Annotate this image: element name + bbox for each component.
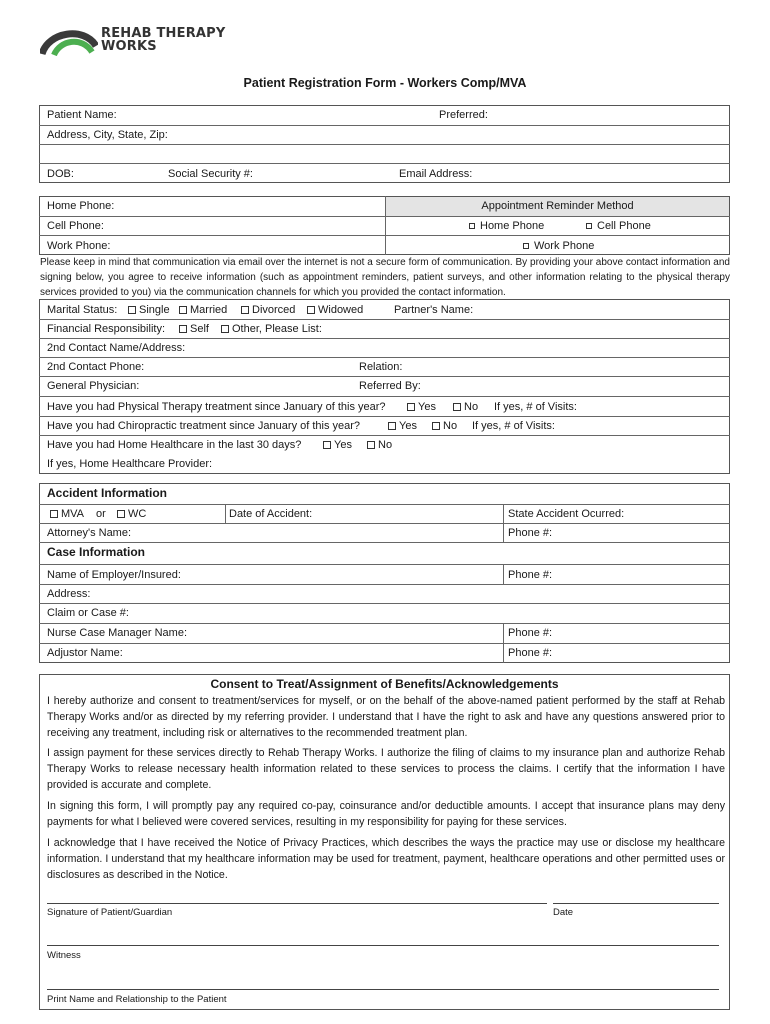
home-health-yes-checkbox[interactable]: Yes [323, 439, 352, 452]
reminder-work-checkbox[interactable]: Work Phone [523, 240, 594, 253]
chiro-visits-field[interactable]: If yes, # of Visits: [472, 420, 555, 432]
print-name-line[interactable] [47, 989, 719, 990]
single-checkbox[interactable]: Single [128, 304, 170, 317]
consent-paragraph-1: I hereby authorize and consent to treatment/services for myself, or on the behalf of the above-named patient performed by the staff at Rehab Therapy Works and/or as directed by my referring provider. I understand that I have the right to ask and have any questions answered prior to receiving any treatment, including risk or alternatives to the recommended treatment plan. [47, 695, 725, 739]
widowed-checkbox[interactable]: Widowed [307, 304, 363, 317]
checkbox-icon [307, 306, 315, 314]
reminder-cell-checkbox[interactable]: Cell Phone [586, 220, 651, 233]
second-contact-field[interactable]: 2nd Contact Name/Address: [47, 342, 186, 354]
home-health-no-checkbox[interactable]: No [367, 439, 392, 452]
date-label: Date [553, 907, 574, 918]
ssn-field[interactable]: Social Security #: [168, 168, 253, 180]
checkbox-icon [179, 325, 187, 333]
chiro-question: Have you had Chiropractic treatment since January of this year? [47, 420, 361, 432]
communication-notice: Please keep in mind that communication via email over the internet is not a secure form of communication. By providing your above contact information and signing below, you agree to receive information (such as appointment reminders, patient surveys, and other information relating to the physical therapy services provided to you) via the communication channels for which you provided the contact information. [40, 257, 730, 298]
case-info-header: Case Information [47, 545, 146, 559]
relation-field[interactable]: Relation: [359, 361, 403, 373]
general-physician-field[interactable]: General Physician: [47, 380, 140, 392]
home-health-provider-field[interactable]: If yes, Home Healthcare Provider: [47, 458, 213, 470]
chiro-no-checkbox[interactable]: No [432, 420, 457, 433]
employer-phone-field[interactable]: Phone #: [508, 569, 553, 581]
reminder-home-checkbox[interactable]: Home Phone [469, 220, 544, 233]
financial-responsibility-label: Financial Responsibility: [47, 323, 165, 335]
logo-text: REHAB THERAPY WORKS [101, 26, 226, 54]
marital-status-label: Marital Status: [47, 304, 118, 316]
reminder-method-header: Appointment Reminder Method [481, 200, 634, 212]
checkbox-icon [453, 403, 461, 411]
dob-field[interactable]: DOB: [47, 168, 74, 180]
pt-yes-checkbox[interactable]: Yes [407, 401, 436, 414]
mva-checkbox[interactable]: MVA [50, 508, 84, 521]
referred-by-field[interactable]: Referred By: [359, 380, 421, 392]
print-name-label: Print Name and Relationship to the Patient [47, 994, 227, 1005]
second-contact-phone-field[interactable]: 2nd Contact Phone: [47, 361, 145, 373]
other-checkbox[interactable]: Other, Please List: [221, 323, 322, 336]
checkbox-icon [432, 422, 440, 430]
home-phone-field[interactable]: Home Phone: [47, 200, 115, 212]
checkbox-icon [523, 243, 529, 249]
witness-label: Witness [47, 950, 81, 961]
form-title: Patient Registration Form - Workers Comp/MVA [243, 76, 527, 90]
pt-visits-field[interactable]: If yes, # of Visits: [494, 401, 577, 413]
consent-header: Consent to Treat/Assignment of Benefits/Acknowledgements [210, 677, 559, 691]
checkbox-icon [388, 422, 396, 430]
checkbox-icon [407, 403, 415, 411]
checkbox-icon [586, 223, 592, 229]
married-checkbox[interactable]: Married [179, 304, 227, 317]
cell-phone-field[interactable]: Cell Phone: [47, 220, 104, 232]
checkbox-icon [469, 223, 475, 229]
checkbox-icon [117, 510, 125, 518]
consent-paragraph-3: In signing this form, I will promptly pay any required co-pay, coinsurance and/or deductible amounts. I accept that insurance plans may deny payments for what I believed were covered services, resulting in my responsibility for paying for these services. [47, 800, 725, 828]
pt-question: Have you had Physical Therapy treatment since January of this year? [47, 401, 386, 413]
checkbox-icon [179, 306, 187, 314]
adjustor-name-field[interactable]: Adjustor Name: [47, 647, 123, 659]
attorney-phone-field[interactable]: Phone #: [508, 527, 553, 539]
case-address-field[interactable]: Address: [47, 588, 91, 600]
logo-arc-icon [40, 28, 98, 56]
chiro-yes-checkbox[interactable]: Yes [388, 420, 417, 433]
checkbox-icon [323, 441, 331, 449]
work-phone-field[interactable]: Work Phone: [47, 240, 111, 252]
signature-label: Signature of Patient/Guardian [47, 907, 173, 918]
or-label: or [96, 508, 106, 520]
date-line[interactable] [553, 903, 719, 904]
witness-line[interactable] [47, 945, 719, 946]
employer-field[interactable]: Name of Employer/Insured: [47, 569, 181, 581]
checkbox-icon [50, 510, 58, 518]
home-health-question: Have you had Home Healthcare in the last 30 days? [47, 439, 302, 451]
consent-paragraph-2: I assign payment for these services directly to Rehab Therapy Works. I authorize the filing of claims to my insurance plan and authorize Rehab Therapy Works to release necessary health information related to these services to process the claims. I certify that the information I have provided is accurate and complete. [47, 747, 725, 791]
partner-name-field[interactable]: Partner's Name: [394, 304, 474, 316]
accident-info-header: Accident Information [47, 486, 168, 500]
email-field[interactable]: Email Address: [399, 168, 473, 180]
checkbox-icon [128, 306, 136, 314]
consent-paragraph-4: I acknowledge that I have received the Notice of Privacy Practices, which describes the ways the practice may use or disclose my healthcare information. I understand that my healthcare information may be used for treatment, payment, healthcare operations and other permitted uses or disclosures as described in the Notice. [47, 837, 725, 881]
attorney-name-field[interactable]: Attorney's Name: [47, 527, 132, 539]
wc-checkbox[interactable]: WC [117, 508, 146, 521]
address-field[interactable]: Address, City, State, Zip: [47, 129, 168, 141]
preferred-name-field[interactable]: Preferred: [439, 109, 488, 121]
signature-line[interactable] [47, 903, 547, 904]
checkbox-icon [241, 306, 249, 314]
divorced-checkbox[interactable]: Divorced [241, 304, 295, 317]
patient-name-field[interactable]: Patient Name: [47, 109, 117, 121]
nurse-phone-field[interactable]: Phone #: [508, 627, 553, 639]
pt-no-checkbox[interactable]: No [453, 401, 478, 414]
checkbox-icon [367, 441, 375, 449]
adjustor-phone-field[interactable]: Phone #: [508, 647, 553, 659]
company-logo [40, 26, 240, 58]
nurse-manager-field[interactable]: Nurse Case Manager Name: [47, 627, 188, 639]
checkbox-icon [221, 325, 229, 333]
state-accident-field[interactable]: State Accident Ocurred: [508, 508, 625, 520]
claim-number-field[interactable]: Claim or Case #: [47, 607, 129, 619]
self-checkbox[interactable]: Self [179, 323, 209, 336]
date-of-accident-field[interactable]: Date of Accident: [229, 508, 313, 520]
